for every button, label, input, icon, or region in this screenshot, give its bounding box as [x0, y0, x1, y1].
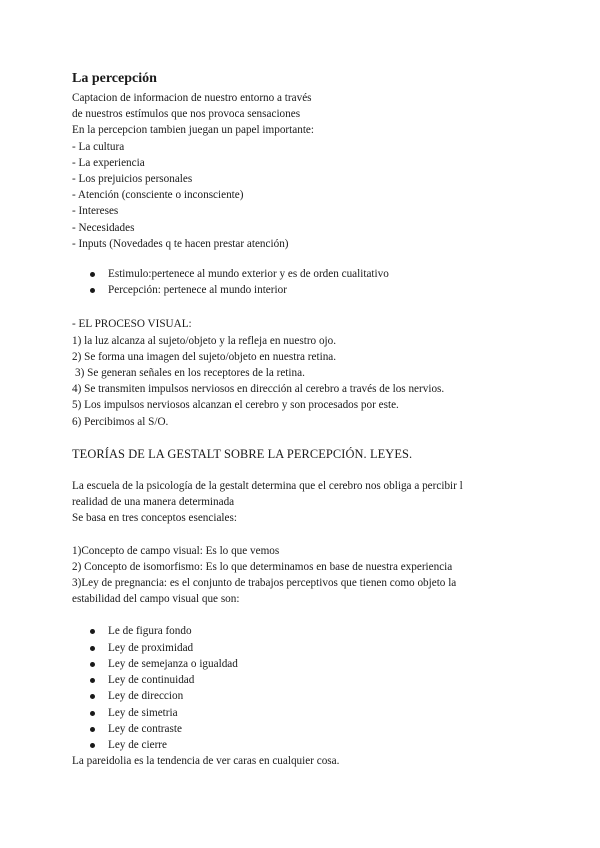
list-item [90, 705, 542, 721]
gestalt-laws-list [72, 623, 542, 753]
list-item [90, 640, 542, 656]
factor-item: - Los prejuicios personales [72, 173, 193, 186]
bullet-icon [90, 743, 95, 748]
intro-line: de nuestros estímulos que nos provoca sensaciones [72, 108, 301, 121]
spacer [72, 430, 542, 446]
concept-line: 2) Concepto de isomorfismo: Es lo que determinamos en base de nuestra experiencia [72, 560, 453, 573]
list-item-text: Percepción: pertenece al mundo interior [108, 284, 287, 297]
document-title: La percepción [72, 71, 157, 86]
bullet-icon [90, 727, 95, 732]
list-item-text: Ley de proximidad [108, 641, 194, 654]
list-item [90, 688, 542, 704]
list-item [90, 266, 542, 282]
factor-item: - Atención (consciente o inconsciente) [72, 189, 244, 202]
bullet-icon [90, 646, 95, 651]
list-item-text: Ley de simetria [108, 706, 178, 719]
spacer [72, 607, 542, 623]
concept-line: 3)Ley de pregnancia: es el conjunto de trabajos perceptivos que tienen como objeto la [72, 577, 457, 590]
list-item-text: Ley de contraste [108, 722, 182, 735]
process-step: 3) Se generan señales en los receptores de la retina. [75, 367, 305, 380]
process-step: 5) Los impulsos nerviosos alcanzan el cerebro y son procesados por este. [72, 399, 399, 412]
concept-line: 1)Concepto de campo visual: Es lo que vemos [72, 544, 280, 557]
bullet-icon [90, 711, 95, 716]
spacer [72, 527, 542, 543]
process-step: 2) Se forma una imagen del sujeto/objeto en nuestra retina. [72, 350, 337, 363]
list-item-text: Estimulo:pertenece al mundo exterior y es de orden cualitativo [108, 268, 389, 281]
stimulus-bullet-list [72, 266, 542, 298]
spacer [72, 462, 542, 478]
gestalt-paragraph-line: realidad de una manera determinada [72, 496, 235, 509]
bullet-icon [90, 272, 95, 277]
gestalt-paragraph-line: La escuela de la psicología de la gestalt determina que el cerebro nos obliga a percibir l [72, 480, 463, 493]
factor-item: - La experiencia [72, 156, 145, 169]
list-item-text: Ley de cierre [108, 738, 168, 751]
list-item [90, 282, 542, 298]
process-step: 6) Percibimos al S/O. [72, 415, 169, 428]
list-item [90, 721, 542, 737]
gestalt-heading: TEORÍAS DE LA GESTALT SOBRE LA PERCEPCIÓN. LEYES. [72, 446, 413, 461]
closing-line: La pareidolia es la tendencia de ver caras en cualquier cosa. [72, 755, 340, 768]
factor-item: - La cultura [72, 140, 125, 153]
process-step: 4) Se transmiten impulsos nerviosos en dirección al cerebro a través de los nervios. [72, 383, 445, 396]
list-item [90, 656, 542, 672]
spacer [72, 252, 542, 266]
factor-item: - Inputs (Novedades q te hacen prestar atención) [72, 237, 289, 250]
bullet-icon [90, 694, 95, 699]
factor-item: - Intereses [72, 205, 119, 218]
process-step: 1) la luz alcanza al sujeto/objeto y la refleja en nuestro ojo. [72, 334, 337, 347]
gestalt-paragraph-line: Se basa en tres conceptos esenciales: [72, 512, 237, 525]
spacer [72, 298, 542, 316]
list-item-text: Ley de semejanza o igualdad [108, 657, 238, 670]
factor-item: - Necesidades [72, 221, 135, 234]
list-item [90, 672, 542, 688]
bullet-icon [90, 629, 95, 634]
bullet-icon [90, 678, 95, 683]
list-item-text: Ley de direccion [108, 690, 184, 703]
intro-line: Captacion de informacion de nuestro entorno a través [72, 92, 312, 104]
intro-line: En la percepcion tambien juegan un papel importante: [72, 124, 314, 137]
list-item-text: Ley de continuidad [108, 674, 195, 687]
bullet-icon [90, 288, 95, 293]
bullet-icon [90, 662, 95, 667]
visual-process-heading: - EL PROCESO VISUAL: [72, 318, 192, 331]
concept-line: estabilidad del campo visual que son: [72, 593, 240, 606]
list-item-text: Le de figura fondo [108, 625, 192, 638]
list-item [90, 623, 542, 639]
list-item [90, 737, 542, 753]
document-page [72, 70, 542, 769]
